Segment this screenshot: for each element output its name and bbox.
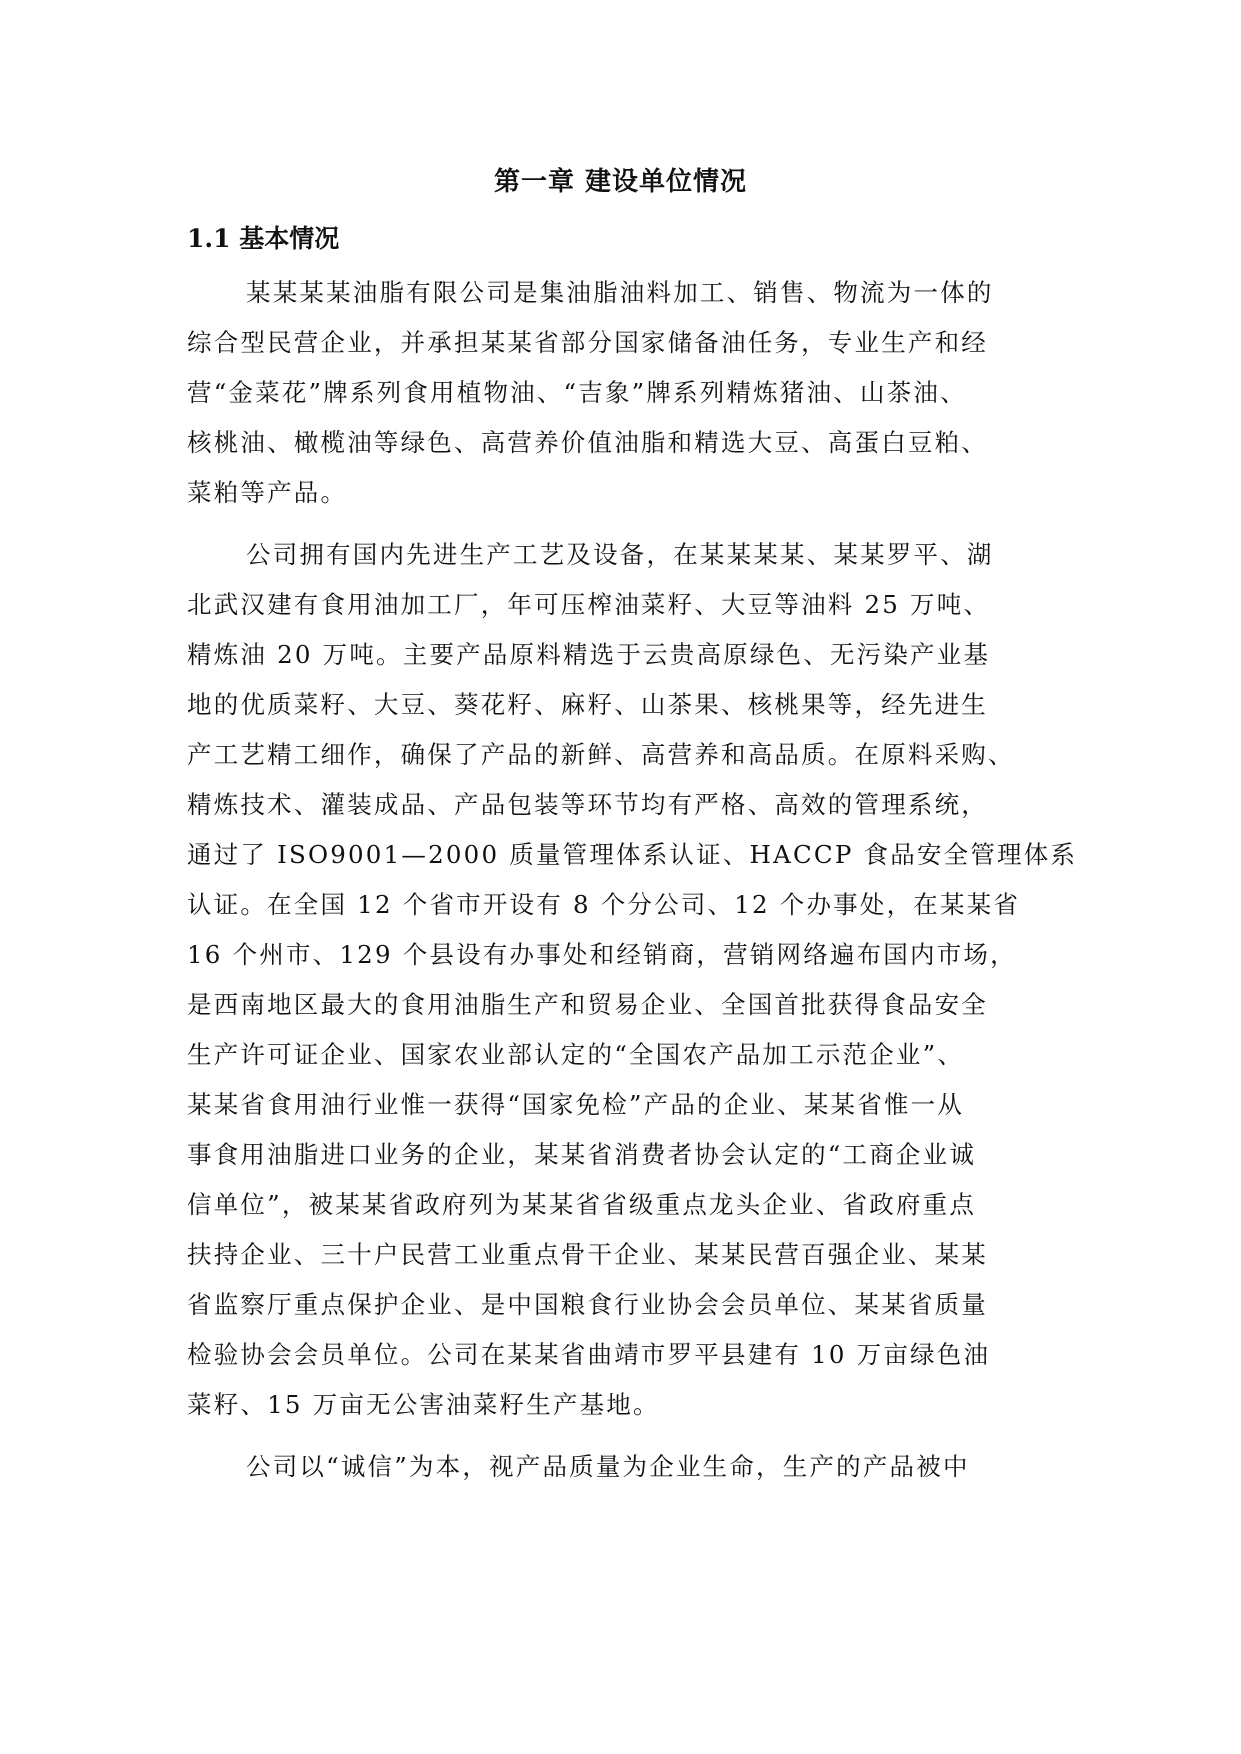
paragraph-line: 北武汉建有食用油加工厂，年可压榨油菜籽、大豆等油料 25 万吨、 (187, 590, 991, 619)
paragraph-line: 菜粕等产品。 (187, 478, 348, 507)
paragraph-line: 地的优质菜籽、大豆、葵花籽、麻籽、山茶果、核桃果等，经先进生 (187, 690, 988, 719)
section-title: 1.1 基本情况 (187, 224, 340, 253)
paragraph-line: 公司以“诚信”为本，视产品质量为企业生命，生产的产品被中 (246, 1452, 970, 1481)
paragraph-line: 扶持企业、三十户民营工业重点骨干企业、某某民营百强企业、某某 (187, 1240, 988, 1269)
paragraph-line: 菜籽、15 万亩无公害油菜籽生产基地。 (187, 1390, 660, 1419)
body-text (187, 268, 1078, 1492)
paragraph-line: 核桃油、橄榄油等绿色、高营养价值油脂和精选大豆、高蛋白豆粕、 (187, 428, 988, 457)
paragraph-line: 精炼技术、灌装成品、产品包装等环节均有严格、高效的管理系统， (187, 790, 988, 819)
paragraph-line: 综合型民营企业，并承担某某省部分国家储备油任务，专业生产和经 (187, 328, 988, 357)
paragraph-line: 通过了 ISO9001—2000 质量管理体系认证、HACCP 食品安全管理体系 (187, 840, 1078, 869)
paragraph-2 (187, 530, 1078, 1430)
chapter-title: 第一章 建设单位情况 (493, 167, 748, 197)
paragraph-line: 某某省食用油行业惟一获得“国家免检”产品的企业、某某省惟一从 (187, 1090, 965, 1119)
paragraph-line: 检验协会会员单位。公司在某某省曲靖市罗平县建有 10 万亩绿色油 (187, 1340, 991, 1369)
paragraph-spacer (187, 518, 1055, 530)
paragraph-line: 是西南地区最大的食用油脂生产和贸易企业、全国首批获得食品安全 (187, 990, 988, 1019)
paragraph-line: 生产许可证企业、国家农业部认定的“全国农产品加工示范企业”、 (187, 1040, 965, 1069)
paragraph-line: 精炼油 20 万吨。主要产品原料精选于云贵高原绿色、无污染产业基 (187, 640, 991, 669)
paragraph-line: 认证。在全国 12 个省市开设有 8 个分公司、12 个办事处，在某某省 (187, 890, 1021, 919)
paragraph-line: 营“金菜花”牌系列食用植物油、“吉象”牌系列精炼猪油、山茶油、 (187, 378, 967, 407)
paragraph-spacer (187, 1430, 1055, 1442)
paragraph-1 (187, 268, 1055, 518)
paragraph-line: 信单位”，被某某省政府列为某某省省级重点龙头企业、省政府重点 (187, 1190, 977, 1219)
paragraph-line: 事食用油脂进口业务的企业，某某省消费者协会认定的“工商企业诚 (187, 1140, 977, 1169)
paragraph-3 (187, 1442, 1055, 1492)
paragraph-line: 某某某某油脂有限公司是集油脂油料加工、销售、物流为一体的 (246, 278, 994, 307)
paragraph-line: 产工艺精工细作，确保了产品的新鲜、高营养和高品质。在原料采购、 (187, 740, 1015, 769)
paragraph-line: 省监察厅重点保护企业、是中国粮食行业协会会员单位、某某省质量 (187, 1290, 988, 1319)
paragraph-line: 公司拥有国内先进生产工艺及设备，在某某某某、某某罗平、湖 (246, 540, 994, 569)
paragraph-line: 16 个州市、129 个县设有办事处和经销商，营销网络遍布国内市场， (187, 940, 1017, 969)
